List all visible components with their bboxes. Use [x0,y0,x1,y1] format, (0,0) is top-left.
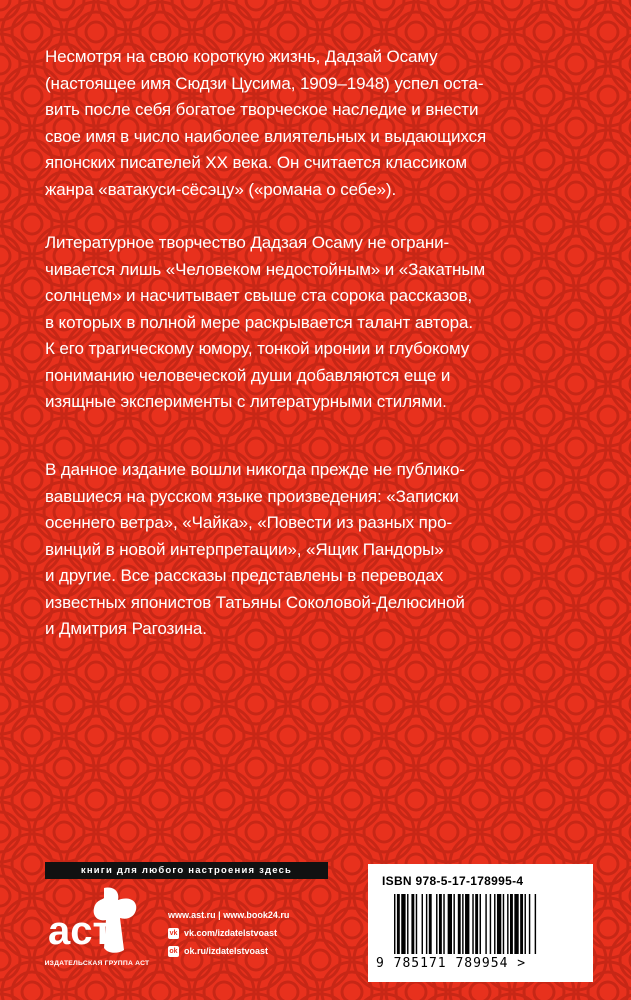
barcode-bar [453,894,454,954]
barcode-bar [426,894,427,954]
barcode-bar [422,894,423,954]
barcode-bar [514,894,518,954]
barcode-bar [525,894,526,954]
ok-row [168,942,289,960]
barcode-bar [401,894,405,954]
barcode-bar [490,894,491,954]
websites-row [168,906,289,924]
barcode-bar [503,894,504,954]
description-paragraph-2: Литературное творчество Дадзая Осаму не ограни- чивается лишь «Человеком недостойным» и «Закатным солнцем» и насчитывает свыше ста сорока рассказов, в которых в полной мере раскрывается талант автора. К его трагическому юмору, тонкой иронии и глубокому пониманию человеческой души добавляются еще и изящные эксперименты с литературными стилями. [45,233,486,411]
barcode-bar [465,894,469,954]
barcode-bar [520,894,523,954]
description-paragraph-3: В данное издание вошли никогда прежде не публико- вавшиеся на русском языке произведения: «Записки осеннего ветра», «Чайка», «Повести из разных про- винций в новой интерпретации», «Ящик Пандоры» и другие. Все рассказы представлены в переводах известных японистов Татьяны Соколовой-Делюсиной и Дмитрия Рагозина. [45,460,465,638]
barcode-bar [439,894,442,954]
barcode-bar [529,894,530,954]
barcode-bar [535,894,536,954]
barcode-bar [416,894,417,954]
description-paragraph-1: Несмотря на свою короткую жизнь, Дадзай Осаму (настоящее имя Сюдзи Цусима, 1909–1948) успел оста- вить после себя богатое творческое наследие и внести свое имя в число наиболее влиятельных и выдающихся японских писателей XX века. Он считается классиком жанра «ватакуси-сёсэцу» («романа о себе»). [45,47,487,199]
barcode-bar [397,894,400,954]
barcode-bar [510,894,513,954]
barcode-bar [436,894,437,954]
barcode-panel [368,864,593,982]
barcode-bar [485,894,486,954]
barcode-bar [462,894,463,954]
barcode-bar [407,894,408,954]
barcode-bar [480,894,481,954]
publisher-caption: ИЗДАТЕЛЬСКАЯ ГРУППА АСТ [44,960,150,967]
ok-link[interactable]: ok.ru/izdatelstvoast [184,946,269,956]
barcode-bar [394,894,395,954]
ast-logo-text: аст [48,909,113,953]
barcode-bar [507,894,508,954]
barcode-bar [497,894,501,954]
websites-text[interactable]: www.ast.ru | www.book24.ru [168,910,290,920]
barcode-icon [394,894,574,954]
barcode-bar [429,894,432,954]
barcode-bar [472,894,473,954]
vk-row [168,924,289,942]
barcode-bar [475,894,478,954]
ast-logo [46,886,156,966]
isbn-label: ISBN 978-5-17-178995-4 [382,874,524,888]
barcode-bar [494,894,495,954]
tagline-banner: книги для любого настроения здесь [45,862,328,879]
barcode-bar [411,894,414,954]
ok-icon: ok [169,947,178,955]
barcode-bar [458,894,461,954]
barcode-bar [443,894,444,954]
vk-link[interactable]: vk.com/izdatelstvoast [184,928,278,938]
barcode-bar [448,894,452,954]
barcode-digits: 9 785171 789954 > [376,956,527,971]
publisher-links [168,906,289,960]
vk-icon: vk [169,929,178,937]
